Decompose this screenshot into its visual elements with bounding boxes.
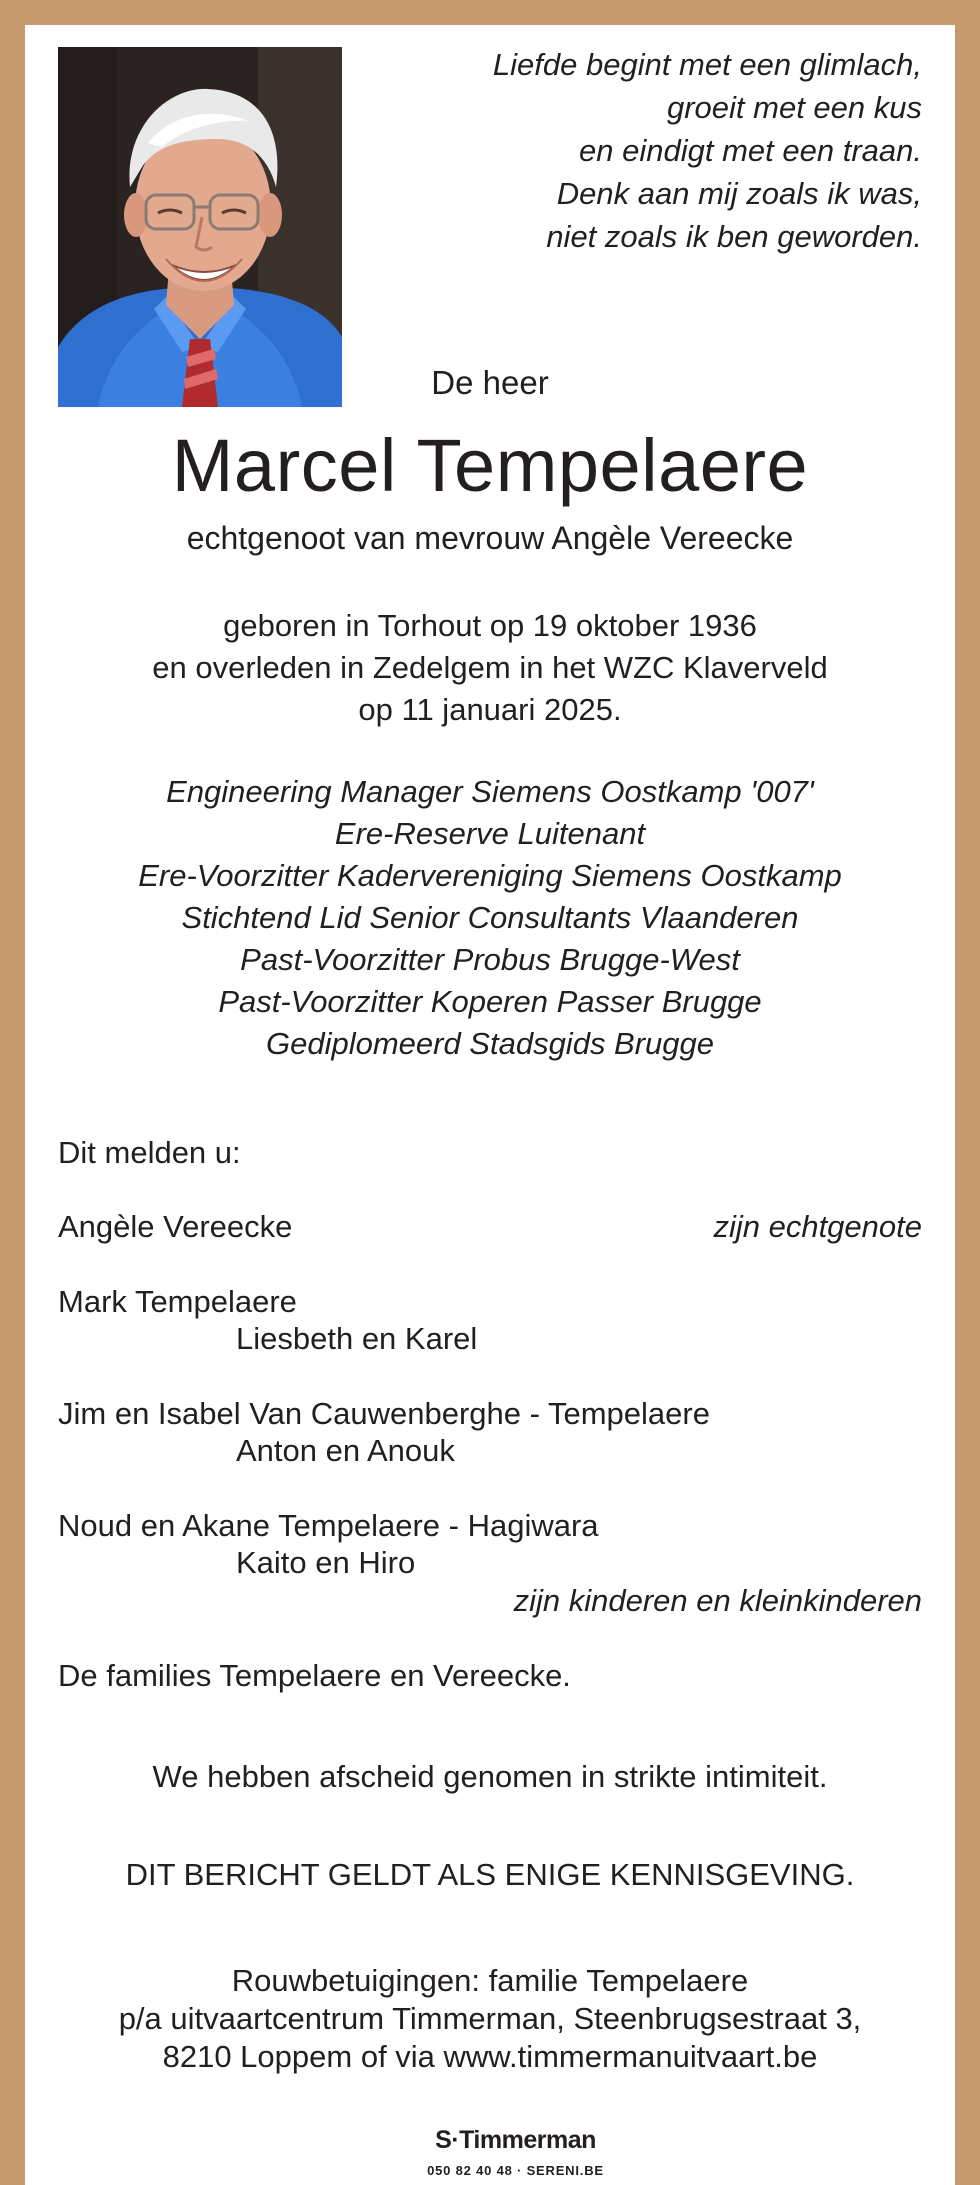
poem-line: groeit met een kus bbox=[666, 90, 922, 125]
child-name: Jim en Isabel Van Cauwenberghe - Tempelaere bbox=[58, 1396, 710, 1431]
families-line: De families Tempelaere en Vereecke. bbox=[58, 1658, 571, 1693]
portrait-photo bbox=[58, 47, 342, 407]
poem-line: Denk aan mij zoals ik was, bbox=[556, 176, 922, 211]
poem-line: en eindigt met een traan. bbox=[579, 133, 922, 168]
children-relation: zijn kinderen en kleinkinderen bbox=[513, 1583, 922, 1618]
grandchildren: Liesbeth en Karel bbox=[236, 1321, 478, 1356]
poem-line: Liefde begint met een glimlach, bbox=[492, 47, 922, 82]
date-line: geboren in Torhout op 19 oktober 1936 bbox=[223, 608, 757, 643]
funeral-home-footer bbox=[338, 2115, 693, 2185]
grandchildren: Kaito en Hiro bbox=[236, 1545, 416, 1580]
obituary-card bbox=[25, 25, 955, 2185]
official-notice: DIT BERICHT GELDT ALS ENIGE KENNISGEVING. bbox=[125, 1857, 855, 1892]
deceased-name: Marcel Tempelaere bbox=[171, 424, 809, 507]
grandchildren: Anton en Anouk bbox=[236, 1433, 455, 1468]
titles-list bbox=[25, 771, 955, 1065]
spouse-line: echtgenoot van mevrouw Angèle Vereecke bbox=[186, 520, 794, 556]
announcement-intro: Dit melden u: bbox=[58, 1135, 241, 1170]
child-name: Mark Tempelaere bbox=[58, 1284, 297, 1319]
condolences bbox=[25, 1962, 955, 2076]
poem bbox=[402, 43, 922, 258]
spouse-relation: zijn echtgenote bbox=[713, 1209, 922, 1244]
title-line: Engineering Manager Siemens Oostkamp '007' bbox=[166, 774, 814, 809]
child-name: Noud en Akane Tempelaere - Hagiwara bbox=[58, 1508, 599, 1543]
spouse-name: Angèle Vereecke bbox=[58, 1209, 293, 1244]
title-line: Past-Voorzitter Koperen Passer Brugge bbox=[218, 984, 762, 1019]
title-line: Ere-Reserve Luitenant bbox=[334, 816, 646, 851]
date-line: op 11 januari 2025. bbox=[358, 692, 622, 727]
title-line: Past-Voorzitter Probus Brugge-West bbox=[240, 942, 740, 977]
condolence-line: p/a uitvaartcentrum Timmerman, Steenbrugsestraat 3, bbox=[118, 2001, 862, 2036]
funeral-home-logo: S·Timmerman bbox=[435, 2126, 596, 2154]
title-line: Ere-Voorzitter Kadervereniging Siemens Oostkamp bbox=[138, 858, 842, 893]
condolence-line: Rouwbetuigingen: familie Tempelaere bbox=[231, 1963, 749, 1998]
title-line: Gediplomeerd Stadsgids Brugge bbox=[265, 1026, 715, 1061]
portrait-illustration bbox=[58, 47, 342, 407]
salutation: De heer bbox=[431, 364, 549, 401]
title-line: Stichtend Lid Senior Consultants Vlaanderen bbox=[181, 900, 799, 935]
birth-death-dates bbox=[25, 605, 955, 731]
funeral-home-contact: 050 82 40 48 · SERENI.BE bbox=[427, 2163, 604, 2178]
farewell-line: We hebben afscheid genomen in strikte intimiteit. bbox=[152, 1759, 828, 1794]
date-line: en overleden in Zedelgem in het WZC Klaverveld bbox=[152, 650, 828, 685]
condolence-line: 8210 Loppem of via www.timmermanuitvaart.be bbox=[162, 2039, 818, 2074]
poem-line: niet zoals ik ben geworden. bbox=[546, 219, 922, 254]
